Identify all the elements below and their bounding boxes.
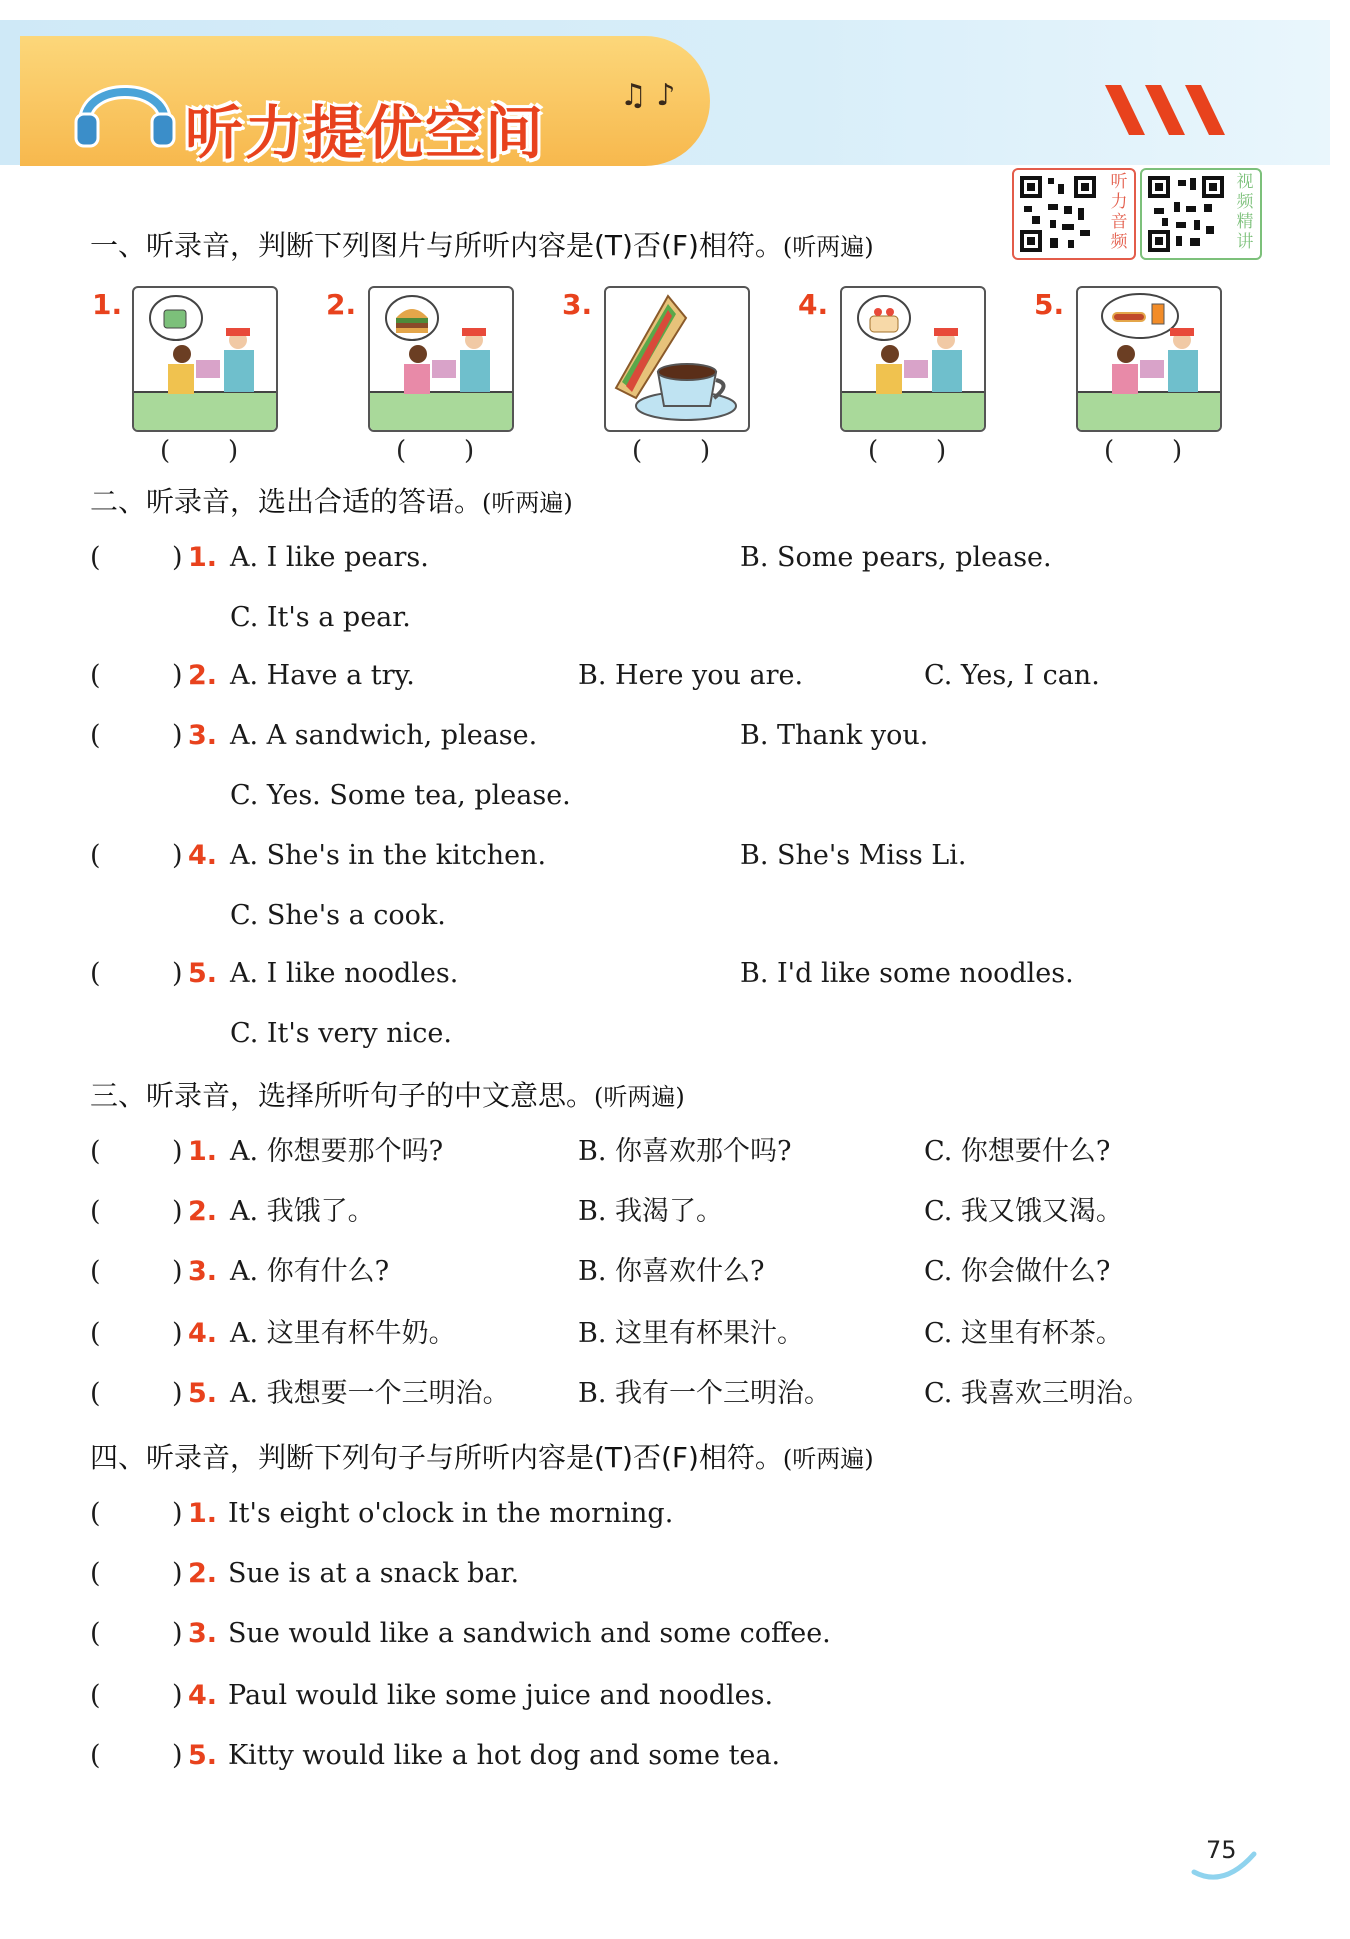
video-qr-label: 视频精讲: [1236, 172, 1254, 252]
answer-paren-left[interactable]: (: [90, 1498, 101, 1529]
question-row: [90, 1190, 1290, 1234]
option-c[interactable]: C. 我又饿又渴。: [924, 1196, 1123, 1227]
picture-number: 4.: [798, 288, 829, 321]
option-c[interactable]: C. Yes, I can.: [924, 660, 1100, 691]
question-number: 3.: [188, 1256, 218, 1287]
question-number: 4.: [188, 1318, 218, 1349]
option-a[interactable]: A. 我饿了。: [230, 1196, 375, 1227]
option-a[interactable]: A. I like noodles.: [230, 958, 459, 989]
option-a[interactable]: A. She's in the kitchen.: [230, 840, 547, 871]
sandwich-and-coffee-icon: [604, 286, 750, 432]
answer-paren-left[interactable]: (: [90, 1618, 101, 1649]
statement-row: [90, 1674, 1290, 1718]
answer-paren[interactable]: ( ): [1104, 436, 1183, 466]
statement-row: [90, 1492, 1290, 1536]
answer-paren-left[interactable]: (: [90, 1256, 101, 1287]
question-number: 2.: [188, 1196, 218, 1227]
statement-text: Kitty would like a hot dog and some tea.: [228, 1740, 781, 1771]
section2-title-text: 二、听录音，选出合适的答语。: [90, 485, 483, 518]
option-a[interactable]: A. A sandwich, please.: [230, 720, 538, 751]
question-number: 2.: [188, 660, 218, 691]
question-number: 4.: [188, 1680, 218, 1711]
question-number: 1.: [188, 542, 218, 573]
hamburger-order-icon: [368, 286, 514, 432]
music-notes-icon: ♫ ♪: [620, 78, 676, 113]
statement-row: [90, 1734, 1290, 1778]
tea-cup-order-icon: [132, 286, 278, 432]
answer-paren-right: ): [172, 1256, 183, 1287]
statement-text: It's eight o'clock in the morning.: [228, 1498, 674, 1529]
answer-paren-left[interactable]: (: [90, 1378, 101, 1409]
headphones-icon: [70, 62, 180, 152]
statement-row: [90, 1612, 1290, 1656]
statement-text: Paul would like some juice and noodles.: [228, 1680, 774, 1711]
section4-title: [90, 1436, 874, 1476]
section3-title-text: 三、听录音，选择所听句子的中文意思。: [90, 1079, 595, 1112]
answer-paren[interactable]: ( ): [396, 436, 475, 466]
question-row: [90, 714, 1290, 758]
question-number: 2.: [188, 1558, 218, 1589]
qr-code-icon: [1020, 176, 1096, 252]
statement-row: [90, 1552, 1290, 1596]
section2-title: [90, 480, 573, 520]
answer-paren-left[interactable]: (: [90, 1136, 101, 1167]
answer-paren-left[interactable]: (: [90, 958, 101, 989]
option-c[interactable]: C. She's a cook.: [230, 900, 446, 931]
option-b[interactable]: B. She's Miss Li.: [740, 840, 967, 871]
video-qr-box[interactable]: [1140, 168, 1262, 260]
option-b[interactable]: B. Here you are.: [578, 660, 804, 691]
option-a[interactable]: A. I like pears.: [230, 542, 429, 573]
answer-paren[interactable]: ( ): [160, 436, 239, 466]
question-number: 3.: [188, 720, 218, 751]
question-row: [90, 536, 1290, 580]
answer-paren-right: ): [172, 720, 183, 751]
option-c[interactable]: C. 我喜欢三明治。: [924, 1378, 1150, 1409]
question-number: 1.: [188, 1136, 218, 1167]
option-b[interactable]: B. 你喜欢那个吗?: [578, 1136, 792, 1167]
picture-number: 1.: [92, 288, 123, 321]
answer-paren-left[interactable]: (: [90, 1740, 101, 1771]
picture-number: 3.: [562, 288, 593, 321]
option-c[interactable]: C. Yes. Some tea, please.: [230, 780, 571, 811]
question-number: 5.: [188, 958, 218, 989]
option-b[interactable]: B. I'd like some noodles.: [740, 958, 1074, 989]
statement-text: Sue would like a sandwich and some coffee.: [228, 1618, 831, 1649]
answer-paren-right: ): [172, 958, 183, 989]
question-row: [90, 654, 1290, 698]
answer-paren-right: ): [172, 1136, 183, 1167]
hot-dog-and-juice-order-icon: [1076, 286, 1222, 432]
option-a[interactable]: A. 你想要那个吗?: [230, 1136, 444, 1167]
answer-paren-left[interactable]: (: [90, 542, 101, 573]
option-b[interactable]: B. Some pears, please.: [740, 542, 1052, 573]
section1-title-text: 一、听录音，判断下列图片与所听内容是(T)否(F)相符。: [90, 229, 783, 262]
section4-title-text: 四、听录音，判断下列句子与所听内容是(T)否(F)相符。: [90, 1441, 783, 1474]
question-number: 3.: [188, 1618, 218, 1649]
option-c[interactable]: C. It's very nice.: [230, 1018, 452, 1049]
question-row: [90, 952, 1290, 996]
answer-paren[interactable]: ( ): [632, 436, 711, 466]
picture-number: 5.: [1034, 288, 1065, 321]
option-c[interactable]: C. It's a pear.: [230, 602, 411, 633]
qr-code-icon: [1148, 176, 1224, 252]
question-number: 5.: [188, 1740, 218, 1771]
section3-title: [90, 1074, 685, 1114]
section2-note: (听两遍): [482, 489, 573, 517]
answer-paren-right: ): [172, 840, 183, 871]
question-number: 1.: [188, 1498, 218, 1529]
question-number: 4.: [188, 840, 218, 871]
question-row: [90, 1372, 1290, 1416]
answer-paren-right: ): [172, 1680, 183, 1711]
answer-paren-left[interactable]: (: [90, 720, 101, 751]
section3-note: (听两遍): [594, 1083, 685, 1111]
audio-qr-label: 听力音频: [1110, 172, 1128, 252]
answer-paren-left[interactable]: (: [90, 840, 101, 871]
answer-paren-right: ): [172, 1618, 183, 1649]
option-a[interactable]: A. Have a try.: [230, 660, 415, 691]
section4-note: (听两遍): [782, 1445, 874, 1473]
answer-paren-right: ): [172, 1378, 183, 1409]
question-row: [90, 834, 1290, 878]
question-row-cont: [90, 596, 1290, 640]
answer-paren-right: ): [172, 1196, 183, 1227]
banner-title: 听力提优空间: [185, 99, 546, 167]
answer-paren-right: ): [172, 542, 183, 573]
option-b[interactable]: B. 我有一个三明治。: [578, 1378, 832, 1409]
picture-number: 2.: [326, 288, 357, 321]
option-c[interactable]: C. 这里有杯茶。: [924, 1318, 1123, 1349]
answer-paren-right: ): [172, 1498, 183, 1529]
cake-order-icon: [840, 286, 986, 432]
answer-paren-right: ): [172, 660, 183, 691]
option-a[interactable]: A. 你有什么?: [230, 1256, 390, 1287]
question-row: [90, 1312, 1290, 1356]
answer-paren-left[interactable]: (: [90, 1318, 101, 1349]
option-a[interactable]: A. 我想要一个三明治。: [230, 1378, 510, 1409]
question-row: [90, 1250, 1290, 1294]
question-row-cont: [90, 894, 1290, 938]
answer-paren[interactable]: ( ): [868, 436, 947, 466]
section1-title: [90, 224, 874, 264]
answer-paren-left[interactable]: (: [90, 1196, 101, 1227]
answer-paren-left[interactable]: (: [90, 1680, 101, 1711]
page-number: 75: [1206, 1836, 1237, 1864]
option-c[interactable]: C. 你会做什么?: [924, 1256, 1111, 1287]
option-b[interactable]: B. 我渴了。: [578, 1196, 724, 1227]
option-b[interactable]: B. 你喜欢什么?: [578, 1256, 765, 1287]
answer-paren-left[interactable]: (: [90, 660, 101, 691]
answer-paren-right: ): [172, 1318, 183, 1349]
statement-text: Sue is at a snack bar.: [228, 1558, 520, 1589]
option-b[interactable]: B. Thank you.: [740, 720, 929, 751]
option-b[interactable]: B. 这里有杯果汁。: [578, 1318, 805, 1349]
decorative-stripes-icon: [1105, 85, 1235, 140]
option-c[interactable]: C. 你想要什么?: [924, 1136, 1111, 1167]
option-a[interactable]: A. 这里有杯牛奶。: [230, 1318, 456, 1349]
section1-note: (听两遍): [782, 233, 874, 261]
question-row-cont: [90, 774, 1290, 818]
question-row-cont: [90, 1012, 1290, 1056]
answer-paren-right: ): [172, 1558, 183, 1589]
question-row: [90, 1130, 1290, 1174]
question-number: 5.: [188, 1378, 218, 1409]
answer-paren-left[interactable]: (: [90, 1558, 101, 1589]
answer-paren-right: ): [172, 1740, 183, 1771]
audio-qr-box[interactable]: [1012, 168, 1136, 260]
